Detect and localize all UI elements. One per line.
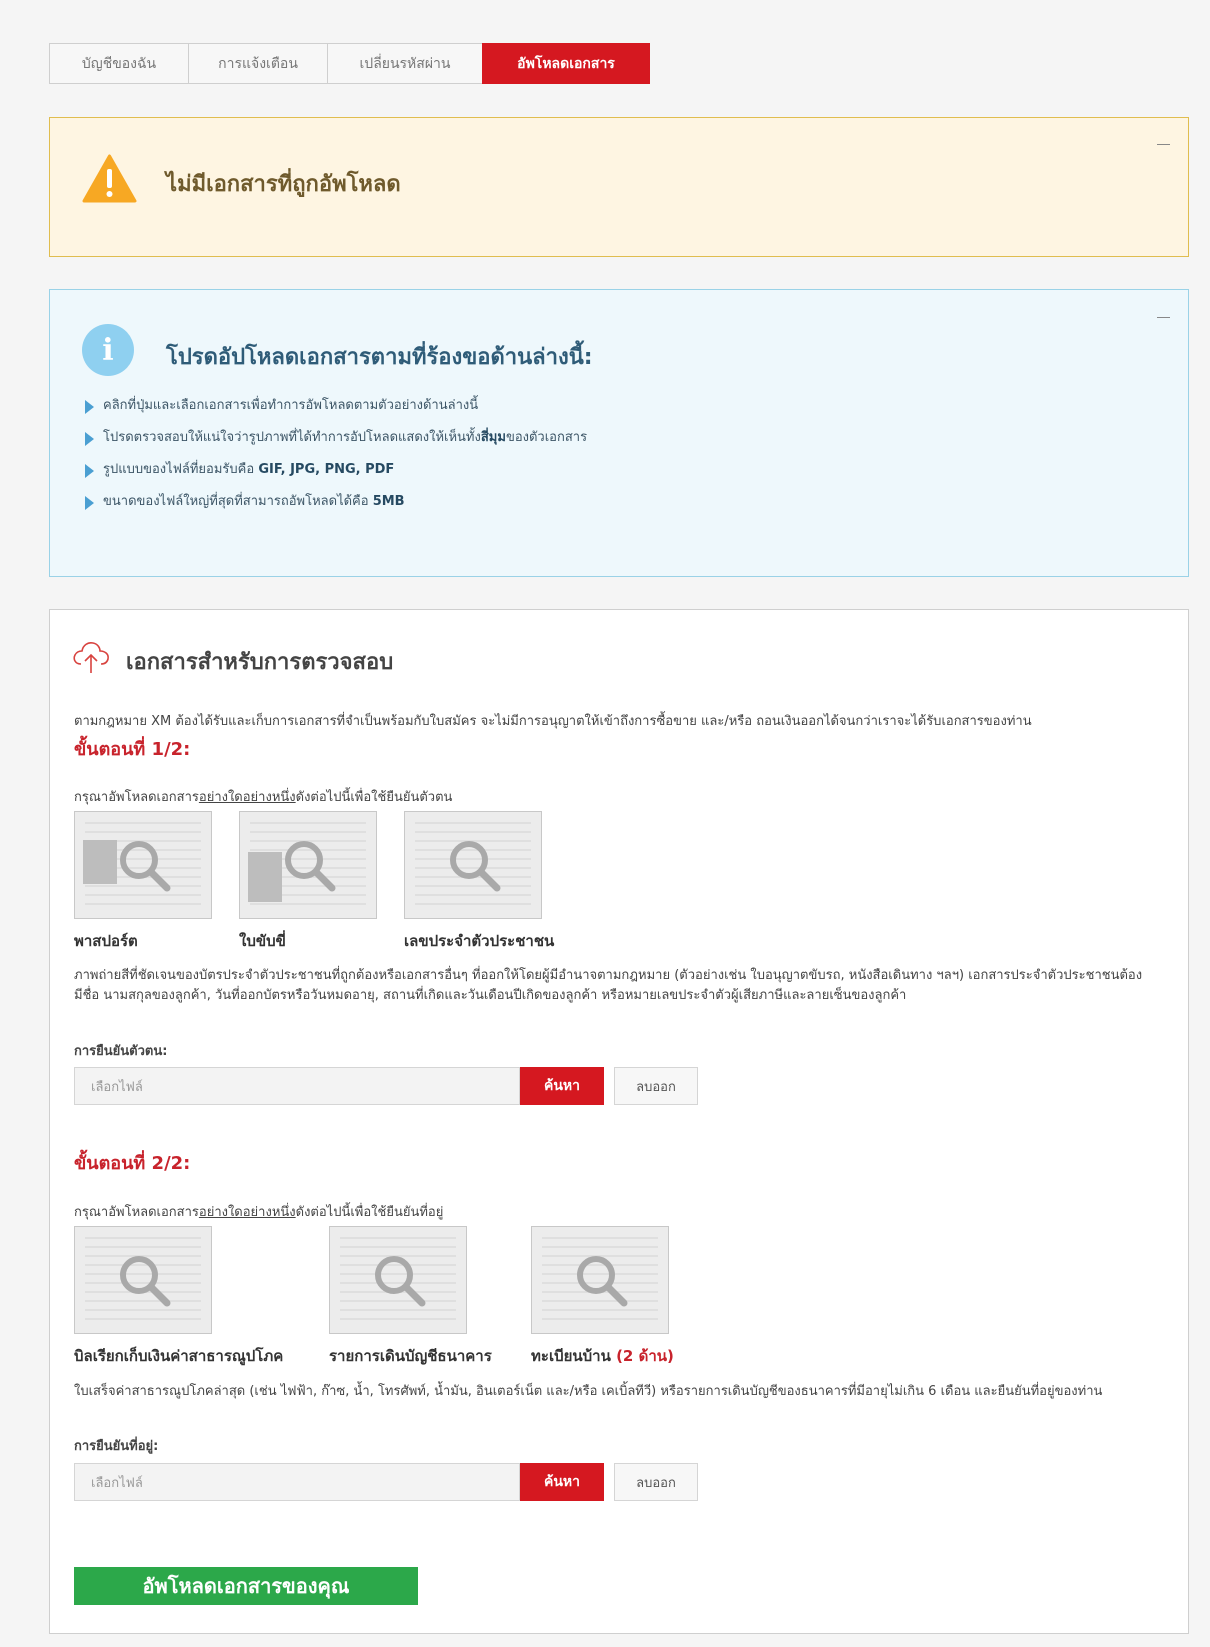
doc-label: บิลเรียกเก็บเงินค่าสาธารณูปโภค [74,1347,284,1365]
tab-upload-documents[interactable]: อัพโหลดเอกสาร [482,43,650,84]
doc-label: ใบขับขี่ [239,932,286,950]
hint-text: ดังต่อไปนี้เพื่อใช้ยืนยันที่อยู่ [295,1205,444,1220]
warning-title: ไม่มีเอกสารที่ถูกอัพโหลด [166,172,401,197]
magnifier-icon [117,838,173,894]
utility-bill-thumbnail [74,1226,212,1334]
instruction-text: ของตัวเอกสาร [505,430,588,445]
identity-field-label: การยืนยันตัวตน: [74,1044,168,1059]
magnifier-icon [282,838,338,894]
hint-underline: อย่างใดอย่างหนึ่ง [198,790,296,805]
magnifier-icon [574,1253,630,1309]
driving-license-thumbnail [239,811,377,919]
instruction-text: โปรดตรวจสอบให้แน่ใจว่ารูปภาพที่ได้ทำการอัปโหลดแสดงให้เห็นทั้ง [103,430,481,445]
doc-label: พาสปอร์ต [74,932,138,950]
instruction-text: ขนาดของไฟล์ใหญ่ที่สุดที่สามารถอัพโหลดได้คือ [103,494,373,509]
magnifier-icon [447,838,503,894]
identity-file-input[interactable]: เลือกไฟล์ [74,1067,520,1105]
national-id-thumbnail [404,811,542,919]
collapse-warning-button[interactable] [1157,144,1170,145]
address-file-row [74,1463,698,1501]
upload-instructions [49,289,1189,577]
hint-text: ดังต่อไปนี้เพื่อใช้ยืนยันตัวตน [295,790,453,805]
list-item [85,461,587,493]
doc-label-note: (2 ด้าน) [616,1347,674,1365]
tab-notifications[interactable]: การแจ้งเตือน [188,43,328,84]
hint-underline: อย่างใดอย่างหนึ่ง [198,1205,296,1220]
driving-license-sample[interactable] [239,811,377,953]
upload-documents-button[interactable]: อัพโหลดเอกสารของคุณ [74,1567,418,1605]
magnifier-icon [117,1253,173,1309]
no-documents-alert [49,117,1189,257]
instruction-text: คลิกที่ปุ่มและเลือกเอกสารเพื่อทำการอัพโหลดตามตัวอย่างด้านล่างนี้ [103,398,479,413]
list-item [85,429,587,461]
collapse-info-button[interactable] [1157,317,1170,318]
address-file-input[interactable]: เลือกไฟล์ [74,1463,520,1501]
list-item [85,397,587,429]
warning-icon [82,154,137,204]
doc-label: เลขประจำตัวประชาชน [404,932,555,950]
address-browse-button[interactable]: ค้นหา [520,1463,604,1501]
doc-label-text: ทะเบียนบ้าน [531,1347,617,1365]
panel-title: เอกสารสำหรับการตรวจสอบ [126,650,394,675]
bank-statement-sample[interactable] [329,1226,492,1368]
step-2-hint [74,1201,443,1222]
house-registration-sample[interactable] [531,1226,674,1368]
step-2-title: ขั้นตอนที่ 2/2: [74,1153,191,1174]
instruction-bold: GIF, JPG, PNG, PDF [258,462,395,477]
magnifier-icon [372,1253,428,1309]
address-remove-button[interactable]: ลบออก [614,1463,698,1501]
house-registration-thumbnail [531,1226,669,1334]
instruction-list [85,397,587,525]
identity-file-row [74,1067,698,1105]
step-1-hint [74,786,452,807]
cloud-upload-icon [72,639,110,675]
instruction-bold: 5MB [372,494,405,509]
info-title: โปรดอัปโหลดเอกสารตามที่ร้องขอด้านล่างนี้: [166,345,593,370]
identity-browse-button[interactable]: ค้นหา [520,1067,604,1105]
instruction-bold: สี่มุม [480,430,506,445]
passport-thumbnail [74,811,212,919]
step-2-description: ใบเสร็จค่าสาธารณูปโภคล่าสุด (เช่น ไฟฟ้า, ก๊าซ, น้ำ, โทรศัพท์, น้ำมัน, อินเตอร์เน็ต และ/หรือ เคเบิ้ลทีวี) หรือรายการเดินบัญชีของธนาคารที่มีอายุไม่เกิน 6 เดือน และยืนยันที่อยู่ของท่าน [74,1384,1103,1399]
info-icon: i [82,324,134,376]
identity-remove-button[interactable]: ลบออก [614,1067,698,1105]
step-1-title: ขั้นตอนที่ 1/2: [74,739,191,760]
utility-bill-sample[interactable] [74,1226,284,1368]
list-item [85,493,587,525]
hint-text: กรุณาอัพโหลดเอกสาร [74,1205,199,1220]
address-field-label: การยืนยันที่อยู่: [74,1439,159,1454]
instruction-text: รูปแบบของไฟล์ที่ยอมรับคือ [103,462,259,477]
doc-label: รายการเดินบัญชีธนาคาร [329,1347,492,1365]
hint-text: กรุณาอัพโหลดเอกสาร [74,790,199,805]
tab-change-password[interactable]: เปลี่ยนรหัสผ่าน [327,43,483,84]
panel-description: ตามกฎหมาย XM ต้องได้รับและเก็บการเอกสารที่จำเป็นพร้อมกับใบสมัคร จะไม่มีการอนุญาตให้เข้าถึงการซื้อขาย และ/หรือ ถอนเงินออกได้จนกว่าเราจะได้รับเอกสารของท่าน [74,714,1032,729]
national-id-sample[interactable] [404,811,555,953]
step-1-description: ภาพถ่ายสีที่ชัดเจนของบัตรประจำตัวประชาชนที่ถูกต้องหรือเอกสารอื่นๆ ที่ออกให้โดยผู้มีอำนาจตามกฎหมาย (ตัวอย่างเช่น ใบอนุญาตขับรถ, หนังสือเดินทาง ฯลฯ) เอกสารประจำตัวประชาชนต้องมีชื่อ นามสกุลของลูกค้า, วันที่ออกบัตรหรือวันหมดอายุ, สถานที่เกิดและวันเดือนปีเกิดของลูกค้า หรือหมายเลขประจำตัวผู้เสียภาษีและลายเซ็นของลูกค้า [74,968,1143,1003]
account-tabs [49,43,649,84]
bank-statement-thumbnail [329,1226,467,1334]
passport-sample[interactable] [74,811,212,953]
doc-label [531,1344,674,1368]
verification-documents-panel [49,609,1189,1634]
tab-my-account[interactable]: บัญชีของฉัน [49,43,189,84]
